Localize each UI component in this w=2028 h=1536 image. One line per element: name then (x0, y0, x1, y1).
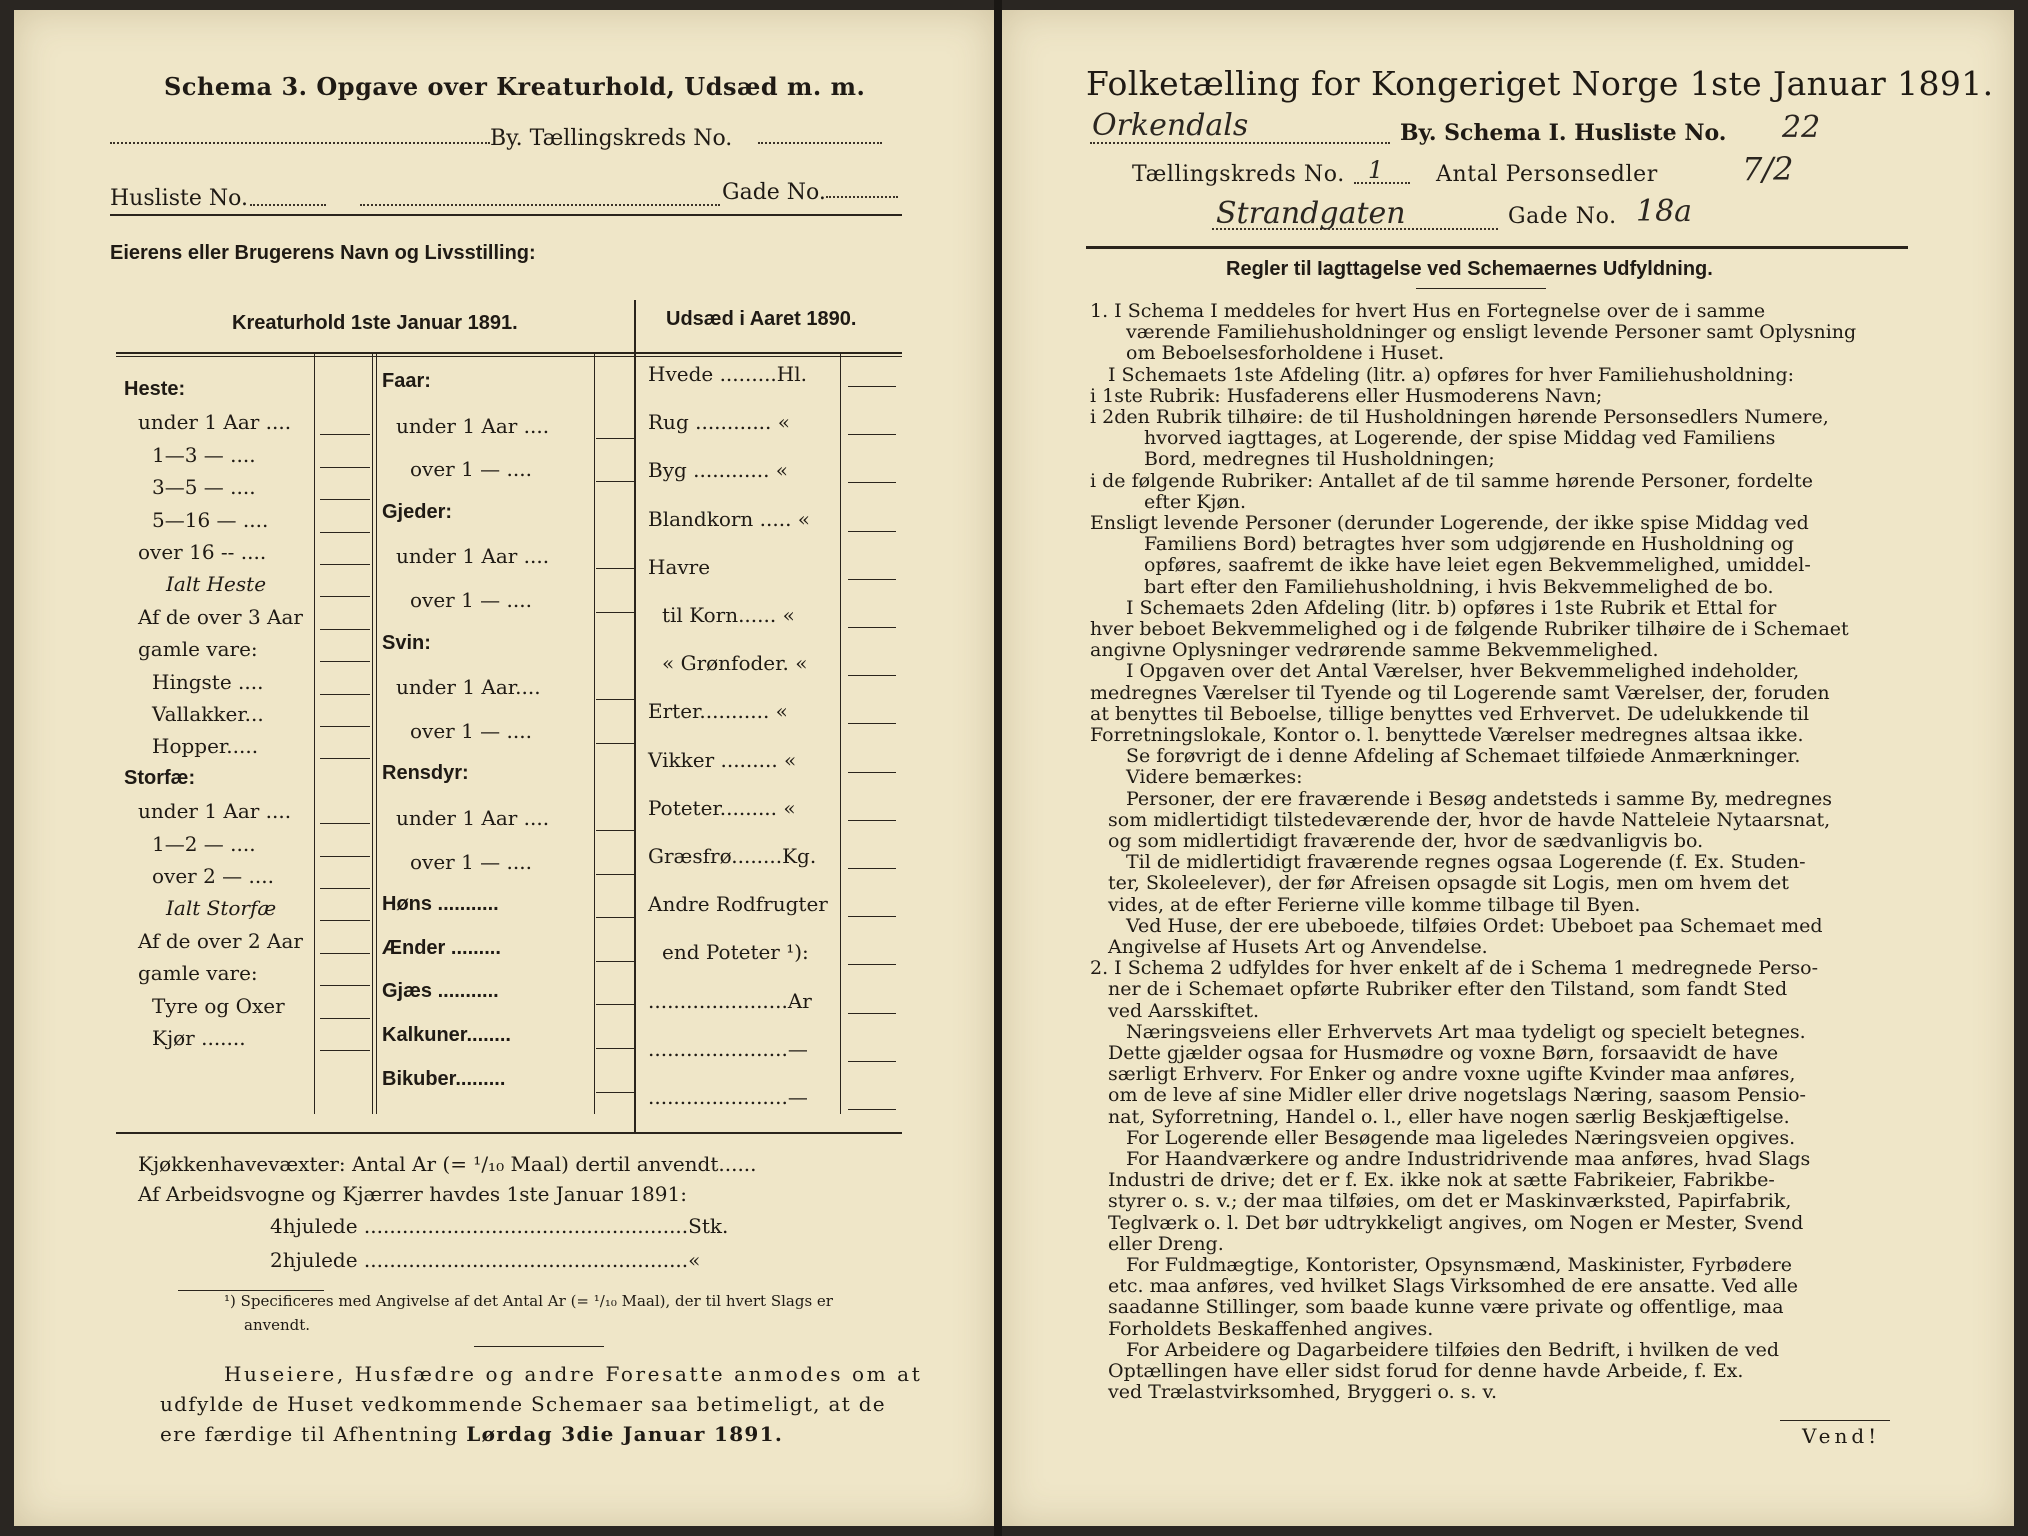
antal-personsedler-label: Antal Personsedler (1436, 162, 1658, 187)
rule-line: medregnes Værelser til Tyende og til Logerende samt Værelser, der, foruden (1090, 681, 1830, 704)
row-label: gamle vare: (138, 961, 258, 986)
rule-line: og som midlertidigt fraværende der, hvor de sædvanligvis bo. (1108, 830, 1704, 852)
row-label: over 1 — .... (410, 718, 532, 743)
rule-line: ter, Skoleelever), der før Afreisen opsagde sit Logis, men om hvem det (1108, 872, 1789, 895)
row-label: over 16 -- .... (138, 540, 267, 564)
rule-line: Optællingen have eller sidst forud for denne havde Arbeide, f. Ex. (1108, 1360, 1744, 1382)
entry-line (320, 694, 370, 695)
row-label: under 1 Aar .... (138, 799, 292, 824)
entry-line (596, 1092, 636, 1093)
entry-line (848, 1109, 896, 1110)
rule-line: efter Kjøn. (1144, 490, 1247, 513)
rule-line: Dette gjælder ogsaa for Husmødre og voxne Børn, forsaavidt de have (1108, 1042, 1779, 1064)
row-label: Hvede .........Hl. (648, 362, 807, 386)
row-label: Byg ............ « (648, 458, 789, 483)
rule-line: styrer o. s. v.; der maa tilføies, om det er Maskinværksted, Papirfabrik, (1108, 1190, 1792, 1213)
row-label: til Korn...... « (662, 603, 795, 627)
row-label: Af de over 2 Aar (138, 928, 303, 953)
row-label: Græsfrø........Kg. (648, 844, 817, 868)
closing-line-3: ere færdige til Afhentning Lørdag 3die Januar 1891. (160, 1422, 784, 1446)
entry-line (320, 661, 370, 662)
row-label: Tyre og Oxer (152, 993, 285, 1018)
husliste-number-handwritten: 22 (1782, 110, 1821, 145)
entry-line (320, 823, 370, 824)
entry-line (596, 481, 636, 482)
entry-line (596, 874, 636, 875)
row-label: Blandkorn ..... « (648, 506, 811, 531)
schema3-title: Schema 3. Opgave over Kreaturhold, Udsæd m. m. (164, 72, 866, 101)
rule-line: eller Dreng. (1108, 1232, 1224, 1255)
row-label: Ialt Storfæ (166, 896, 277, 921)
rule-line: Ved Huse, der ere ubeboede, tilføies Ordet: Ubeboet paa Schemaet med (1126, 914, 1823, 937)
entry-line (596, 830, 636, 831)
entry-line (596, 438, 636, 439)
row-label: Storfæ: (124, 766, 196, 789)
tellingskreds-label: Tællingskreds No. (1132, 162, 1345, 187)
rule-line: hvorved iagttages, at Logerende, der spise Middag ved Familiens (1144, 427, 1776, 450)
row-label: Havre (648, 554, 711, 579)
hjulede-4-line: 4hjulede ...................................................Stk. (270, 1214, 729, 1238)
by-tellingskreds-label: By. Tællingskreds No. (490, 126, 733, 151)
footnote-line-1: ¹) Specificeres med Angivelse af det Antal Ar (= ¹/₁₀ Maal), der til hvert Slags er (224, 1292, 833, 1310)
entry-line (848, 916, 896, 917)
udsaed-divider (634, 300, 636, 1132)
entry-line (320, 888, 370, 889)
rule-line: særligt Erhverv. For Enker og andre voxne ugifte Kvinder maa anføres, (1108, 1063, 1796, 1086)
entry-line (596, 699, 636, 700)
schema1-husliste-label: By. Schema I. Husliste No. (1400, 120, 1727, 146)
row-label: Erter........... « (648, 699, 788, 724)
row-label: end Poteter ¹): (662, 940, 809, 965)
rule-line: Næringsveiens eller Erhvervets Art maa tydeligt og specielt betegnes. (1126, 1020, 1806, 1043)
entry-line (320, 920, 370, 921)
row-label: Vikker ......... « (648, 747, 797, 772)
udsaed-header: Udsæd i Aaret 1890. (666, 308, 857, 330)
row-label: Kalkuner........ (382, 1024, 511, 1046)
rule-line: For Logerende eller Besøgende maa ligeledes Næringsveien opgives. (1126, 1126, 1796, 1149)
rule-line: Til de midlertidigt fraværende regnes ogsaa Logerende (f. Ex. Studen- (1126, 851, 1806, 874)
entry-line (596, 1004, 636, 1005)
row-label: gamle vare: (138, 637, 258, 662)
row-label: ......................— (648, 1085, 808, 1109)
entry-line (320, 564, 370, 565)
footnote-line-2: anvendt. (244, 1316, 311, 1334)
entry-line (848, 723, 896, 724)
entry-line (320, 953, 370, 954)
rule-line: i de følgende Rubriker: Antallet af de til samme hørende Personer, fordelte (1090, 469, 1814, 492)
by-handwritten: Orkendals (1092, 108, 1249, 143)
rule-line: værende Familiehusholdninger og ensligt levende Personer samt Oplysning (1126, 321, 1857, 344)
rule-line: I Schemaets 2den Afdeling (litr. b) opføres i 1ste Rubrik et Ettal for (1126, 596, 1777, 619)
eier-label: Eierens eller Brugerens Navn og Livsstilling: (110, 242, 536, 264)
entry-line (596, 743, 636, 744)
row-label: Gjeder: (382, 500, 453, 523)
row-label: under 1 Aar .... (138, 410, 292, 435)
entry-line (320, 629, 370, 630)
row-label: Svin: (382, 631, 431, 654)
entry-line (848, 482, 896, 483)
gade-no-label: Gade No. (1508, 204, 1617, 229)
row-label: under 1 Aar .... (396, 806, 550, 830)
book-gutter (994, 0, 1002, 1536)
entry-line (320, 532, 370, 533)
row-label: 1—3 — .... (152, 442, 256, 467)
rule-line: ner de i Schemaet opførte Rubriker efter den Tilstand, som fandt Sted (1108, 978, 1788, 1001)
row-label: Hingste .... (152, 669, 264, 694)
rule-line: ved Aarsskiftet. (1108, 999, 1259, 1022)
row-label: 1—2 — .... (152, 831, 256, 856)
closing-line-1: Huseiere, Husfædre og andre Foresatte anmodes om at (224, 1362, 923, 1386)
census-title: Folketælling for Kongeriget Norge 1ste Januar 1891. (1086, 64, 1994, 103)
antal-handwritten: 7/2 (1742, 150, 1794, 188)
entry-line (596, 1048, 636, 1049)
vend-label: Vend! (1802, 1424, 1881, 1448)
entry-line (848, 627, 896, 628)
gade-label: Gade No. (722, 180, 826, 205)
gade-handwritten: Strandgaten (1216, 196, 1406, 231)
rule-line: om Beboelsesforholdene i Huset. (1126, 342, 1445, 365)
row-label: Rug ............ « (648, 410, 790, 435)
entry-line (848, 675, 896, 676)
entry-line (848, 1013, 896, 1014)
row-label: over 2 — .... (152, 864, 274, 888)
row-label: Rensdyr: (382, 762, 469, 785)
row-label: Heste: (124, 378, 186, 400)
row-label: Faar: (382, 370, 431, 392)
rule-line: Se forøvrigt de i denne Afdeling af Schemaet tilføiede Anmærkninger. (1126, 745, 1801, 768)
row-label: Poteter......... « (648, 795, 796, 820)
rule-line: vides, at de efter Ferierne ville komme tilbage til Byen. (1108, 893, 1641, 916)
regler-title: Regler til Iagttagelse ved Schemaernes Udfyldning. (1226, 258, 1713, 280)
rule-line: Forholdets Beskaffenhed angives. (1108, 1317, 1434, 1340)
entry-line (320, 856, 370, 857)
tellingskreds-handwritten: 1 (1368, 156, 1384, 184)
rule-line: 2. I Schema 2 udfyldes for hver enkelt af de i Schema 1 medregnede Perso- (1090, 957, 1819, 980)
row-label: 5—16 — .... (152, 507, 269, 532)
rule-line: Personer, der ere fraværende i Besøg andetsteds i samme By, medregnes (1126, 787, 1832, 810)
row-label: under 1 Aar.... (396, 675, 541, 700)
husliste-label: Husliste No. (110, 186, 248, 211)
entry-line (320, 758, 370, 759)
rule-line: Teglværk o. l. Det bør udtrykkeligt angives, om Nogen er Mester, Svend (1108, 1211, 1804, 1234)
rule-line: saadanne Stillinger, som baade kunne være private og offentlige, maa (1108, 1296, 1784, 1319)
entry-line (596, 961, 636, 962)
row-label: Ialt Heste (166, 572, 267, 597)
rule-line: opføres, saafremt de ikke have leiet egen Bekvemmelighed, umiddel- (1144, 554, 1811, 577)
row-label: Andre Rodfrugter (648, 892, 828, 917)
row-label: Bikuber......... (382, 1067, 506, 1090)
rule-line: om de leve af sine Midler eller drive nogetslags Næring, saasom Pensio- (1108, 1084, 1806, 1107)
row-label: Ænder ......... (382, 936, 501, 959)
entry-line (320, 985, 370, 986)
entry-line (320, 434, 370, 435)
entry-line (848, 820, 896, 821)
kjokkenhave-line: Kjøkkenhavevæxter: Antal Ar (= ¹/₁₀ Maal) dertil anvendt...... (138, 1152, 757, 1176)
row-label: over 1 — .... (410, 457, 532, 482)
row-label: 3—5 — .... (152, 475, 256, 500)
row-label: Kjør ....... (152, 1026, 246, 1050)
rule-line: Angivelse af Husets Art og Anvendelse. (1108, 936, 1488, 958)
entry-line (848, 772, 896, 773)
rule-line: 1. I Schema I meddeles for hvert Hus en Fortegnelse over de i samme (1090, 300, 1766, 322)
rule-line: Ensligt levende Personer (derunder Logerende, der ikke spise Middag ved (1090, 512, 1809, 534)
kreaturhold-header: Kreaturhold 1ste Januar 1891. (232, 312, 518, 334)
entry-line (596, 612, 636, 613)
entry-line (596, 568, 636, 569)
rule-line: Industri de drive; det er f. Ex. ikke nok at sætte Fabrikeier, Fabrikbe- (1108, 1169, 1775, 1192)
row-label: under 1 Aar .... (396, 413, 550, 438)
row-label: Gjæs ........... (382, 980, 499, 1003)
row-label: over 1 — .... (410, 849, 532, 874)
rule-line: bart efter den Familiehusholdning, i hvis Bekvemmelighed de bo. (1144, 575, 1774, 598)
entry-line (848, 531, 896, 532)
rule-line: Forretningslokale, Kontor o. l. benyttede Værelser medregnes altsaa ikke. (1090, 724, 1804, 746)
rule-line: som midlertidigt tilstedeværende der, hvor de havde Natteleie Nytaarsnat, (1108, 808, 1831, 831)
row-label: under 1 Aar .... (396, 544, 550, 569)
entry-line (320, 726, 370, 727)
rule-line: For Haandværkere og andre Industridrivende maa anføres, hvad Slags (1126, 1148, 1811, 1170)
row-label: « Grønfoder. « (662, 651, 808, 676)
rule-line: nat, Syforretning, Handel o. l., eller have nogen særlig Beskjæftigelse. (1108, 1105, 1790, 1128)
rule-line: For Arbeidere og Dagarbeidere tilføies den Bedrift, i hvilken de ved (1126, 1338, 1779, 1361)
rule-line: etc. maa anføres, ved hvilket Slags Virksomhed de ere ansatte. Ved alle (1108, 1275, 1799, 1298)
arbeidsvogne-line: Af Arbeidsvogne og Kjærrer havdes 1ste Januar 1891: (138, 1182, 687, 1206)
entry-line (320, 596, 370, 597)
rule-line: i 2den Rubrik tilhøire: de til Husholdningen hørende Personsedlers Numere, (1090, 406, 1829, 428)
row-label: Af de over 3 Aar (138, 604, 303, 629)
entry-line (320, 1018, 370, 1019)
entry-line (320, 499, 370, 500)
rule-line: Videre bemærkes: (1126, 766, 1303, 789)
row-label: Høns ........... (382, 893, 499, 916)
entry-line (596, 917, 636, 918)
row-label: ......................— (648, 1036, 808, 1061)
entry-line (848, 1061, 896, 1062)
rule-line: ved Trælastvirksomhed, Bryggeri o. s. v. (1108, 1381, 1497, 1404)
rule-line: angivne Oplysninger vedrørende samme Bekvemmelighed. (1090, 639, 1659, 662)
entry-line (320, 1050, 370, 1051)
entry-line (848, 868, 896, 869)
row-label: Hopper..... (152, 734, 259, 759)
entry-line (848, 964, 896, 965)
right-page (1002, 10, 2014, 1526)
rule-line: i 1ste Rubrik: Husfaderens eller Husmoderens Navn; (1090, 384, 1603, 407)
row-label: Vallakker... (152, 702, 264, 726)
left-page (14, 10, 994, 1526)
row-label: ......................Ar (648, 988, 812, 1013)
rule-line: at benyttes til Beboelse, tillige benyttes ved Erhvervet. De udelukkende til (1090, 702, 1810, 725)
hjulede-2-line: 2hjulede ...................................................« (270, 1248, 701, 1272)
entry-line (320, 467, 370, 468)
gade-no-handwritten: 18a (1636, 194, 1693, 229)
rule-line: Familiens Bord) betragtes hver som udgjørende en Husholdning og (1144, 533, 1794, 556)
rule-line: I Schemaets 1ste Afdeling (litr. a) opføres for hver Familiehusholdning: (1108, 363, 1795, 386)
rule-line: hver beboet Bekvemmelighed og i de følgende Rubriker tilhøire de i Schemaet (1090, 618, 1849, 640)
rule-line: Bord, medregnes til Husholdningen; (1144, 448, 1495, 471)
row-label: over 1 — .... (410, 588, 532, 612)
rule-line: I Opgaven over det Antal Værelser, hver Bekvemmelighed indeholder, (1126, 660, 1800, 683)
entry-line (848, 434, 896, 435)
rule-line: For Fuldmægtige, Kontorister, Opsynsmænd, Maskinister, Fyrbødere (1126, 1254, 1792, 1276)
entry-line (848, 579, 896, 580)
entry-line (848, 386, 896, 387)
closing-line-2: udfylde de Huset vedkommende Schemaer saa betimeligt, at de (160, 1392, 886, 1416)
